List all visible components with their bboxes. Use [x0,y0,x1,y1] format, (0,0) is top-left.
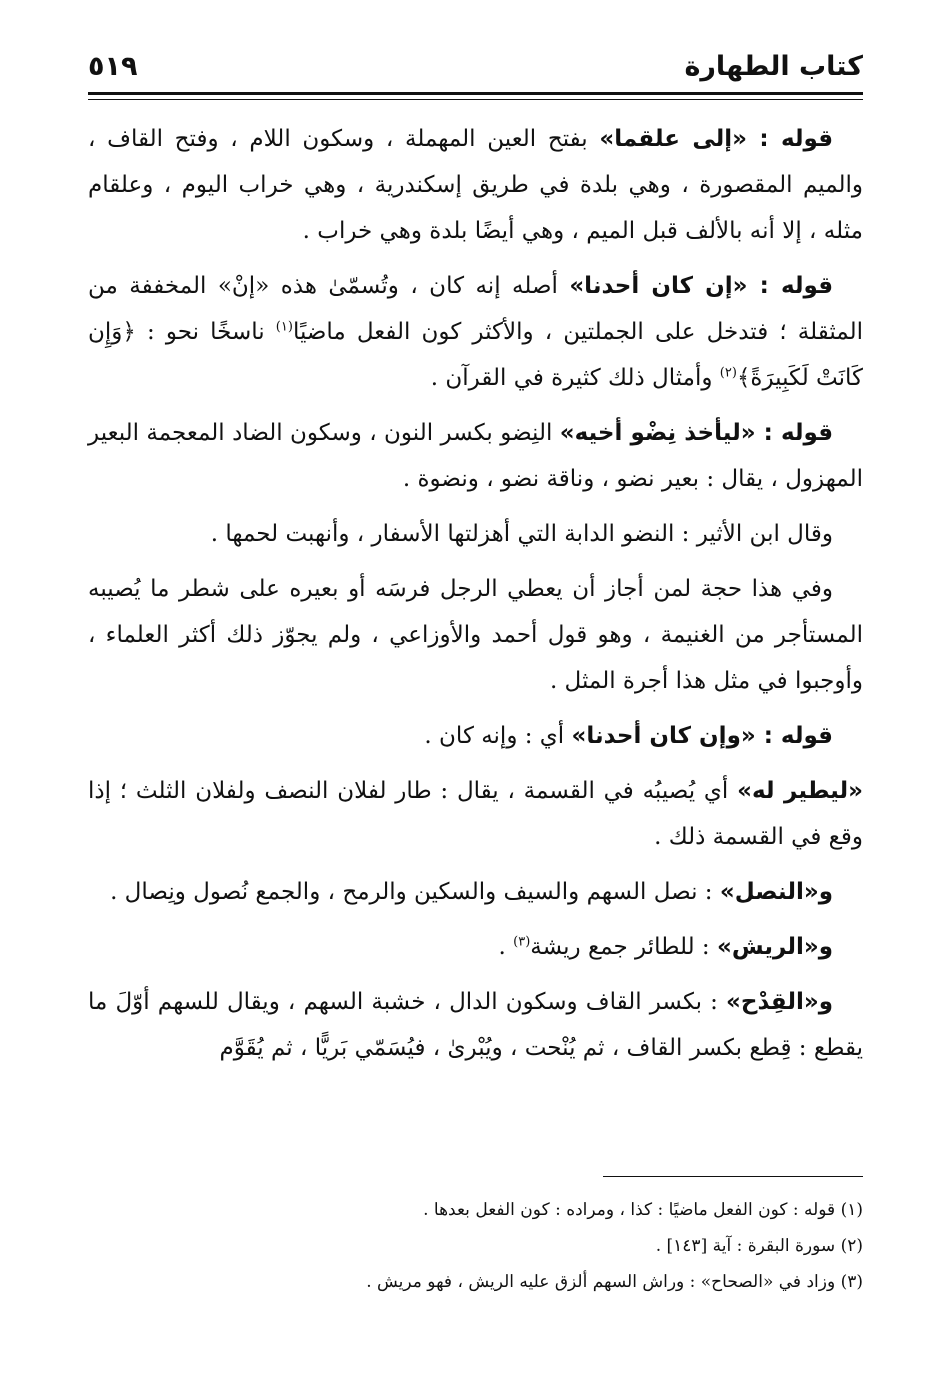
running-header [88,48,863,88]
footnote-1: (١) قوله : كون الفعل ماضيًا : كذا ، ومراده : كون الفعل بعدها . [423,1200,863,1220]
paragraph-9 [88,924,863,970]
paragraph-keyword: «ليطير له» [737,778,863,804]
paragraph-10 [88,979,863,1071]
paragraph-text: وقال ابن الأثير : النضو الدابة التي أهزلتها الأسفار ، وأنهبت لحمها . [210,521,833,547]
page-number: ٥١٩ [88,51,138,82]
paragraph-3 [88,410,863,502]
header-rule-thin [88,99,863,100]
footnote-ref-2[interactable]: (٢) [719,365,737,381]
paragraph-text: : بكسر القاف وسكون الدال ، خشبة السهم ، ويقال للسهم أوّلَ ما يقطع : قِطع بكسر القاف ، ثم يُنْحت ، ويُبْرىٰ ، فيُسَمّي بَريًّا ، ثم يُقَوَّم [88,989,863,1061]
paragraph-keyword: و«الريش» [717,934,833,960]
paragraph-text: وأمثال ذلك كثيرة في القرآن . [430,365,720,391]
paragraph-text: ناسخًا نحو : ﴿وَإِن كَانَتْ لَكَبِيرَةً﴾ [88,319,863,391]
paragraph-keyword: و«القِدْح» [726,989,833,1015]
main-text [88,116,863,1080]
header-rule-thick [88,92,863,95]
paragraph-2 [88,263,863,401]
paragraph-5 [88,566,863,704]
paragraph-text: النِضو بكسر النون ، وسكون الضاد المعجمة البعير المهزول ، يقال : بعير نضو ، وناقة نضو ، ونضوة . [88,420,863,492]
paragraph-keyword: و«النصل» [719,879,833,905]
paragraph-text: بفتح العين المهملة ، وسكون اللام ، وفتح القاف ، والميم المقصورة ، وهي بلدة في طريق إسكندرية ، وهي خراب اليوم ، وعلقام مثله ، إلا أنه بالألف قبل الميم ، وهي أيضًا بلدة وهي خراب . [88,126,863,244]
book-title: كتاب الطهارة [684,51,863,82]
paragraph-6 [88,713,863,759]
paragraph-text: أي يُصيبُه في القسمة ، يقال : طار لفلان النصف ولفلان الثلث ؛ إذا وقع في القسمة ذلك . [88,778,863,850]
paragraph-text: أصله إنه كان ، وتُسمّىٰ هذه «إنْ» المخففة من المثقلة ؛ فتدخل على الجملتين ، والأكثر كون الفعل ماضيًا [88,273,863,345]
paragraph-keyword: قوله : «إن كان أحدنا» [569,273,834,299]
footnote-ref-1[interactable]: (١) [275,319,293,335]
paragraph-8 [88,869,863,915]
paragraph-keyword: قوله : «ليأخذ نِضْو أخيه» [559,420,834,446]
paragraph-keyword: قوله : «إلى علقما» [599,126,834,152]
paragraph-keyword: قوله : «وإن كان أحدنا» [571,723,833,749]
footnote-separator [603,1176,863,1177]
footnote-ref-3[interactable]: (٣) [513,934,531,950]
footnotes [88,1192,863,1300]
footnote-2: (٢) سورة البقرة : آية [١٤٣] . [655,1236,863,1256]
paragraph-text: : للطائر جمع ريشة [530,934,717,960]
footnote-3: (٣) وزاد في «الصحاح» : وراش السهم ألزق عليه الريش ، فهو مريش . [366,1272,863,1292]
paragraph-1 [88,116,863,254]
paragraph-text: وفي هذا حجة لمن أجاز أن يعطي الرجل فرسَه أو بعيره على شطر ما يُصيبه المستأجر من الغنيمة ، وهو قول أحمد والأوزاعي ، ولم يجوّز ذلك أكثر العلماء ، وأوجبوا في مثل هذا أجرة المثل . [88,576,863,694]
paragraph-text: : نصل السهم والسيف والسكين والرمح ، والجمع نُصول ونِصال . [110,879,720,905]
paragraph-text: أي : وإنه كان . [424,723,572,749]
paragraph-4 [88,511,863,557]
paragraph-7 [88,768,863,860]
paragraph-text: . [498,934,514,960]
